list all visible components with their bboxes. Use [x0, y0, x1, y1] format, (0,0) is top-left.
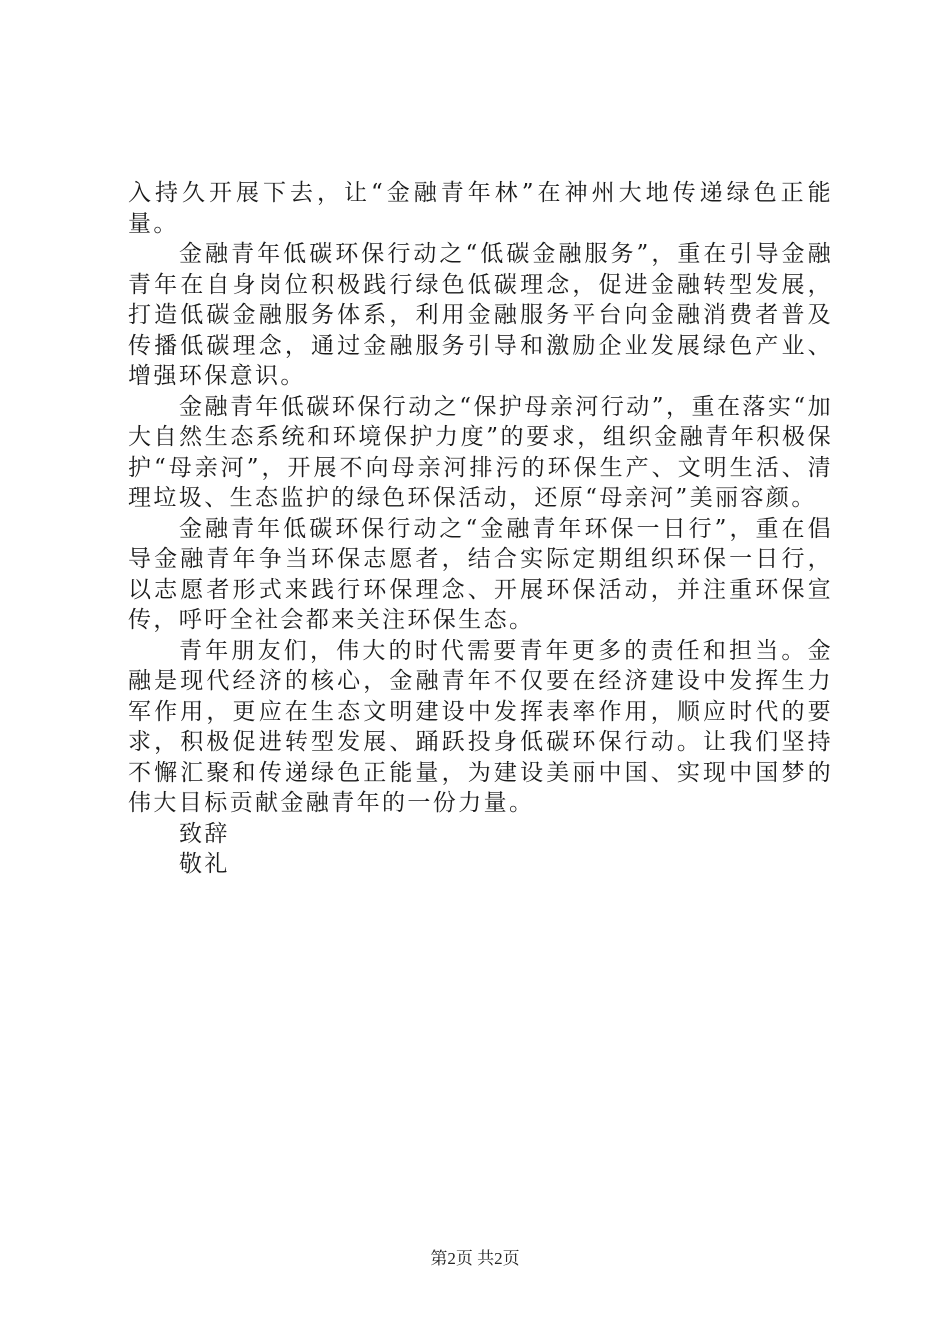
paragraph-conclusion: 青年朋友们，伟大的时代需要青年更多的责任和担当。金融是现代经济的核心，金融青年不仅要在经济建设中发挥生力军作用，更应在生态文明建设中发挥表率作用，顺应时代的要求，积极促进转型发展、踊跃投身低碳环保行动。让我们坚持不懈汇聚和传递绿色正能量，为建设美丽中国、实现中国梦的伟大目标贡献金融青年的一份力量。: [128, 637, 833, 816]
document-body: [128, 178, 833, 880]
paragraph-mother-river: 金融青年低碳环保行动之“保护母亲河行动”，重在落实“加大自然生态系统和环境保护力度”的要求，组织金融青年积极保护“母亲河”，开展不向母亲河排污的环保生产、文明生活、清理垃圾、生态监护的绿色环保活动，还原“母亲河”美丽容颜。: [128, 393, 833, 511]
page-number-footer: 第2页 共2页: [430, 1249, 520, 1268]
closing-remarks: 致辞: [179, 820, 230, 847]
closing-salutation: 敬礼: [179, 851, 230, 877]
paragraph-continuation: 入持久开展下去，让“金融青年林”在神州大地传递绿色正能量。: [128, 180, 833, 237]
paragraph-low-carbon-finance: 金融青年低碳环保行动之“低碳金融服务”，重在引导金融青年在自身岗位积极践行绿色低碳理念，促进金融转型发展，打造低碳金融服务体系，利用金融服务平台向金融消费者普及传播低碳理念，通过金融服务引导和激励企业发展绿色产业、增强环保意识。: [128, 241, 833, 389]
paragraph-environmental-day: 金融青年低碳环保行动之“金融青年环保一日行”，重在倡导金融青年争当环保志愿者，结合实际定期组织环保一日行，以志愿者形式来践行环保理念、开展环保活动，并注重环保宣传，呼吁全社会都来关注环保生态。: [128, 515, 833, 633]
